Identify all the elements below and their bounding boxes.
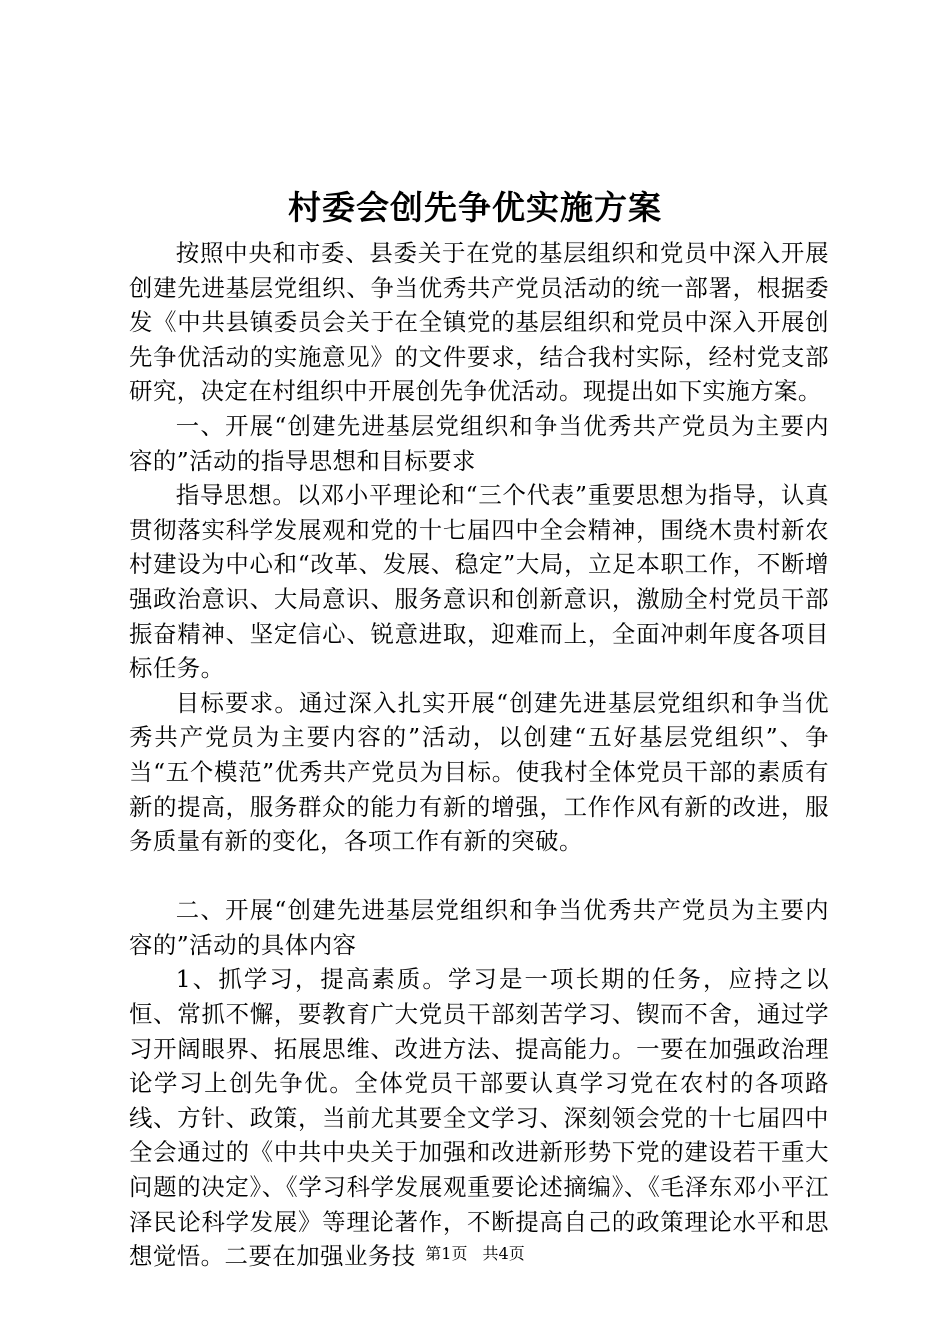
page-number: 第1页 bbox=[425, 1244, 468, 1263]
document-title: 村委会创先争优实施方案 bbox=[288, 188, 662, 227]
paragraph-study: 1、抓学习，提高素质。学习是一项长期的任务，应持之以恒、常抓不懈，要教育广大党员干部刻苦学习、锲而不舍，通过学习开阔眼界、拓展思维、改进方法、提高能力。一要在加强政治理论学习上创先争优。全体党员干部要认真学习党在农村的各项路线、方针、政策，当前尤其要全文学习、深刻领会党的十七届四中全会通过的《中共中央关于加强和改进新形势下党的建设若干重大问题的决定》、《学习科学发展观重要论述摘编》、《毛泽东邓小平江泽民论科学发展》等理论著作，不断提高自己的政策理论水平和思想觉悟。二要在加强业务技 bbox=[129, 965, 829, 1271]
document-body bbox=[129, 236, 829, 1274]
page-footer bbox=[0, 1243, 950, 1265]
paragraph-goals: 目标要求。通过深入扎实开展“创建先进基层党组织和争当优秀共产党员为主要内容的”活动，以创建“五好基层党组织”、争当“五个模范”优秀共产党员为目标。使我村全体党员干部的素质有新的提高，服务群众的能力有新的增强，工作作风有新的改进，服务质量有新的变化，各项工作有新的突破。 bbox=[129, 688, 829, 856]
paragraph-intro: 按照中央和市委、县委关于在党的基层组织和党员中深入开展创建先进基层党组织、争当优秀共产党员活动的统一部署，根据委发《中共县镇委员会关于在全镇党的基层组织和党员中深入开展创先争优活动的实施意见》的文件要求，结合我村实际，经村党支部研究，决定在村组织中开展创先争优活动。现提出如下实施方案。 bbox=[129, 239, 829, 406]
page-total: 共4页 bbox=[482, 1244, 525, 1263]
paragraph-guiding-ideology: 指导思想。以邓小平理论和“三个代表”重要思想为指导，认真贯彻落实科学发展观和党的十七届四中全会精神，围绕木贵村新农村建设为中心和“改革、发展、稳定”大局，立足本职工作，不断增强政治意识、大局意识、服务意识和创新意识，激励全村党员干部振奋精神、坚定信心、锐意进取，迎难而上，全面冲刺年度各项目标任务。 bbox=[129, 481, 829, 683]
section-heading-1: 一、开展“创建先进基层党组织和争当优秀共产党员为主要内容的”活动的指导思想和目标要求 bbox=[129, 411, 829, 475]
section-heading-2: 二、开展“创建先进基层党组织和争当优秀共产党员为主要内容的”活动的具体内容 bbox=[129, 896, 829, 959]
